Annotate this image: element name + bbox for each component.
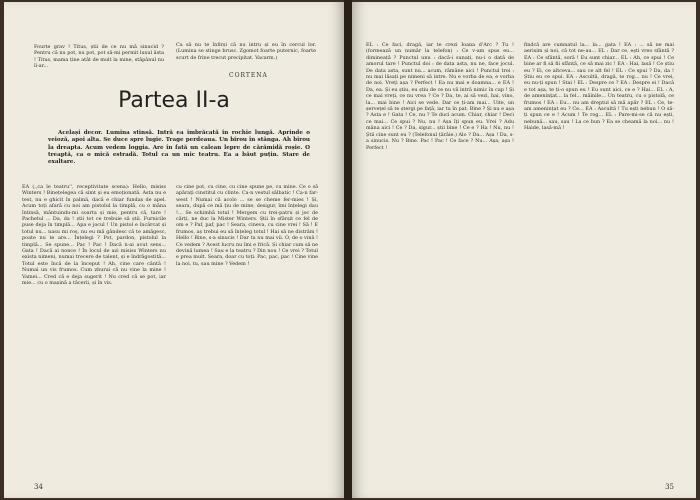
right-column-b-text: findcă are cumnatul la... la... gata ! EA : ... să ne mai aerisim și noi, că tot ne-au... EL : Dar ce, ești vreo sfântă ? EA : Ce sfântă, soră ! Eu sunt chiar... EL : Ah, ce spui ! Ce bine ar fi să fii sfântă, ce să mai zic ! EA : Hai, lasă ! Ce știu eu ? Ei, ce altceva... sau ce alt fel ! EL : Ce spui ? Da, da ! Știu eu ce spui. EA : Ascultă, dragă, te rog... nu ! Ce vrei, eu nu-ți spun ! Stai ! EL : Despre ce ? EA : Despre ei ! Dacă e tot așa, te ți-o spun eu ! Eu sunt aici, ce e ? Hai... EL : A, de amenințat... la fel... mâinile... Un teatru, cu o pistolă, ce frumos ! EA : Eu... nu am dreptul să mă apăr ? EL : Ce, te-am amenințat eu ? Ce... EA : Ascultă ! Tu ești nebun ! O să-ți spun ce e ! Acum ! Te rog... EL : Pare-mi-se că nu ești, nebună... sau, sau ! La ce bun ? Ea se cheamă la noi... nu ! Haide, lasă-mă ! [524,42,674,132]
left-page-number: 34 [34,483,43,491]
left-top-paragraph: Fourte grav ! Titus, știi de ce nu mă sinucid ? Pentru că nu pot, nu pot, pot să-mi permit luxul ăsta ! Titus, mama ține atât de mult la mine, stăpânul nu îi-ar... [34,44,164,70]
act-title: Partea II-a [118,88,230,113]
right-column-a-text: EL : Ce faci, dragă, iar te crezi Ioana d'Arc ? Tu ! (formează un număr la telefon) : Ce v-am spus eu... dimineață ? Punctul unu : dacă-i sunați, nu-i o dată de amorul tare ! Punctul doi : de data asta, nu ne, face jocul. De data asta, sunt nu... acum, rămâne aici ! Punctul trei : nu mai lăsați pe nimeni să intre. Nu e vorba de ea, e vorba de noi. Vreți așa ? Perfect ! Ea nu mai e doamna... e EA ! Da, ea. Și eu știu, eu știu de ce nu vă intră nimic în cap ! Și ce mai vreți, ce nu vrea ? Ce ? Da, te, ai să vezi, hai, vino, la... mai bine ! Aici se vede. Dar ce ți-am mai... Uite, un șervețel să te ștergi pe față, iar tu în pat. Bine ? Și nu e așa ? Asta e ! Gata ! Ce, nu ? Te duci acum. Chiar, chiar ! Deci ce mai... Ce spui ? Nu, nu ! Așa îți spun eu. Vrei ? Adu mâna aici ! Ce ? Da, sigur... știi bine ! Ce e ? Ha ! Nu, nu ! Știi cine sunt eu ? (Telefonul țârâie.) Alo ? Da... Așa ! Da, s-a sinucis. Nu ? Bine. Pac ! Pac ! Ce face ? Nu... Așa, așa ! Perfect ! [366,42,514,151]
left-column-a [22,184,166,287]
book-gutter [344,0,352,500]
left-page [4,2,344,498]
left-top-right-paragraph: Ca să nu te înfirși că nu intru și eu în cercul lor. (Lumina se stinge brusc. Zgomot foarte puternic, foarte scurt de frine trecut precipitat. Vacarm.) [176,42,316,61]
left-top-text [34,44,164,70]
left-column-a-text: EA (,,ca le teatru'', receptivitate scena): Hello, misiss Winters ! Binețelegea că simt și eu emoționată. Asta nu e test, nu e ghicit în palmă, dacă e chiar fundaș de apel. Acum toți afară cu noi am pistolul la timplă, cu o mâna întinsă, mântuindu-mi soarta și mie, pentru că, tare ! Pachetul ... Da, da ! știi tot ce trebuie să știi. Furnicile puse deja în timplă... Apa e jocul ! Un pistol e încărcat și totul nu... nasu mi roș, nu eu mă gândesc că te amăgesc, poate nu te are... Înțelegi ? Pot, pardon, pistolul la timplă... Se spune... Pac ! Pac ! Dacă n-ai avut sens... Gata ! Dacă ai nonce ! În locul de azi misiss Winters nu exista nimeni, numai trecere de talent, și e îndrăgostită... Totul este încă de la început ! Ah, cine care cântă ! Numai un vis frumos. Cum zburai că nu vine la mine ! Vamei... Cred că e deja sugerit ! Nu cred că se pot, iar mie... cu o mașină a tăcerii, și în vis. [22,184,166,287]
left-column-b [176,184,318,267]
left-top-right-text [176,42,316,61]
curtain-label: CORTENA [229,72,268,79]
right-column-a [366,42,514,151]
stage-direction-text: Același decor. Lumina stinsă. Intră ea îmbrăcată în rochie lungă. Aprinde o veioză, apoi alta. Se duce spre lugie. Trage perdeaua. Un birou în stânga. Ah birou la dreapta. Acum vedem loggia. Are în fată un calean lepre de cărămidă roșie. O treaptă, ca o mică estradă. Totul ca un mic teatru. Ea a băut puțin. Stare de exaltare. [48,130,310,166]
left-column-b-text: cu cine pot, cu cine, cu cine spune pe, cu mine. Ce o să apărați cinstitul cu clinte. Ca-n vestul sălbatic ! Ca-n far-west ! Numai că acolo ... se se cheme fer-mies ! Și, seara, după ce mă țiu de mine, desigur, îmi înțelegi dau !... Se schimbă totul ! Mergem cu trei-patru și joc de cărți, ne duc la Mister Winters. Știi în sfârșit ce fel de om e ? Paf, paf, pac ! Seara, cineva, cu cine vrei ! Să ! E frumos, aș trebui eu să înțeleg totul ! Hai să ne distrăm ! Hello ! Bine, s-a sinucis ! Dar tu nu mai vii. O, de o vină ! Ce vedem ? Acest lucru nu îmi e frică. Și chiar cum să ne devină lumea ! Sau e la teatru ? Din nou ! Ce vrei ? Totul e prea mult. Seara, doar cu toți. Pac, pac, pac ! Cine vine la noi, tu, sau mine ? Vedem ! [176,184,318,267]
right-page [352,2,696,498]
stage-direction [48,130,310,166]
right-column-b [524,42,674,132]
right-page-number: 35 [665,483,674,491]
